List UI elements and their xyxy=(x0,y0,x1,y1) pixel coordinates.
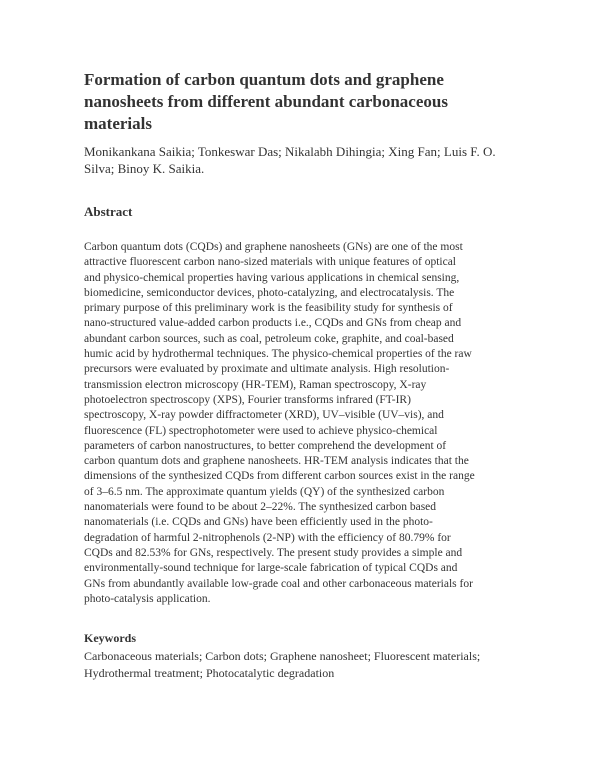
keywords-body xyxy=(84,648,530,682)
abstract-line: transmission electron microscopy (HR-TEM), Raman spectroscopy, X-ray xyxy=(84,378,427,391)
abstract-line: photo-catalysis application. xyxy=(84,592,211,605)
title-line: materials xyxy=(84,114,152,133)
abstract-line: primary purpose of this preliminary work is the feasibility study for synthesis of xyxy=(84,302,453,315)
abstract-line: abundant carbon sources, such as coal, petroleum coke, graphite, and coal-based xyxy=(84,332,454,345)
keywords-line: Carbonaceous materials; Carbon dots; Graphene nanosheet; Fluorescent materials; xyxy=(84,649,481,663)
abstract-line: degradation of harmful 2-nitrophenols (2-NP) with the efficiency of 80.79% for xyxy=(84,531,451,544)
abstract-line: parameters of carbon nanostructures, to better comprehend the development of xyxy=(84,439,447,452)
paper-title xyxy=(84,69,530,135)
abstract-line: environmentally-sound technique for large-scale fabrication of typical CQDs and xyxy=(84,562,458,575)
abstract-line: and physico-chemical properties having various applications in chemical sensing, xyxy=(84,271,460,284)
abstract-line: Carbon quantum dots (CQDs) and graphene nanosheets (GNs) are one of the most xyxy=(84,241,463,253)
abstract-line: nanomaterials (i.e. CQDs and GNs) have been efficiently used in the photo- xyxy=(84,516,433,529)
abstract-body xyxy=(84,240,530,607)
abstract-line: nanomaterials were found to be about 2–22%. The synthesized carbon based xyxy=(84,501,437,514)
abstract-line: of 3–6.5 nm. The approximate quantum yields (QY) of the synthesized carbon xyxy=(84,485,445,498)
abstract-line: GNs from abundantly available low-grade coal and other carbonaceous materials for xyxy=(84,577,473,590)
title-line: Formation of carbon quantum dots and graphene xyxy=(84,70,444,89)
abstract-line: biomedicine, semiconductor devices, photo-catalyzing, and electrocatalysis. The xyxy=(84,286,455,299)
abstract-line: precursors were evaluated by proximate and ultimate analysis. High resolution- xyxy=(84,363,450,376)
author-line: Monikankana Saikia; Tonkeswar Das; Nikalabh Dihingia; Xing Fan; Luis F. O. xyxy=(84,144,496,159)
abstract-line: attractive fluorescent carbon nano-sized materials with unique features of optical xyxy=(84,256,456,269)
abstract-line: dimensions of the synthesized CQDs from different carbon sources exist in the range xyxy=(84,470,475,483)
keywords-heading: Keywords xyxy=(84,631,136,645)
abstract-line: humic acid by hydrothermal techniques. The physico-chemical properties of the raw xyxy=(84,348,472,361)
author-line: Silva; Binoy K. Saikia. xyxy=(84,161,205,176)
abstract-line: fluorescence (FL) spectrophotometer were used to achieve physico-chemical xyxy=(84,424,438,437)
keywords-line: Hydrothermal treatment; Photocatalytic degradation xyxy=(84,666,335,680)
abstract-line: nano-structured value-added carbon products i.e., CQDs and GNs from cheap and xyxy=(84,317,462,330)
abstract-line: CQDs and 82.53% for GNs, respectively. The present study provides a simple and xyxy=(84,546,463,559)
abstract-line: photoelectron spectroscopy (XPS), Fourier transforms infrared (FT-IR) xyxy=(84,393,411,406)
title-line: nanosheets from different abundant carbonaceous xyxy=(84,92,448,111)
abstract-line: carbon quantum dots and graphene nanosheets. HR-TEM analysis indicates that the xyxy=(84,455,469,468)
abstract-heading: Abstract xyxy=(84,204,133,219)
abstract-line: spectroscopy, X-ray powder diffractometer (XRD), UV–visible (UV–vis), and xyxy=(84,409,444,422)
author-list xyxy=(84,143,504,177)
